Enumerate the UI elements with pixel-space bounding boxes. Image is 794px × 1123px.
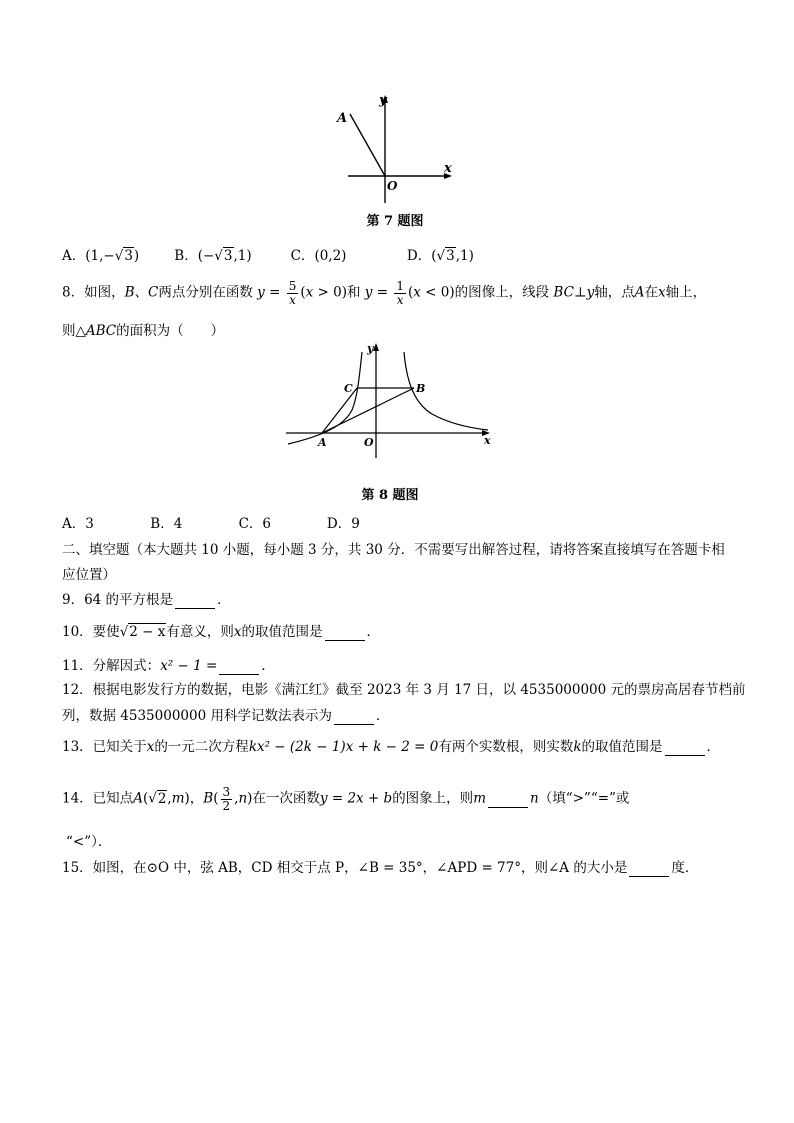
q7-options <box>62 244 474 264</box>
figure-7-caption: 第 7 题图 <box>366 214 424 229</box>
q7-option-b: B．(−√3,1) <box>174 248 252 264</box>
q10: 10．要使√2 − x有意义，则x的取值范围是 ． <box>62 624 381 640</box>
figure-8 <box>282 340 497 480</box>
fig7-label-y: y <box>379 93 387 108</box>
q9: 9．64 的平方根是 ． <box>62 592 231 608</box>
fig7-label-x: x <box>444 161 452 176</box>
q9-answer-blank[interactable] <box>175 592 215 609</box>
fig8-label-B: B <box>416 382 426 395</box>
q8-options <box>62 512 360 532</box>
q8-option-d: D．9 <box>326 516 360 532</box>
fig8-label-A: A <box>318 436 327 449</box>
fig8-label-x: x <box>484 434 491 447</box>
section-2-line-1: 二、填空题（本大题共 10 小题，每小题 3 分，共 30 分．不需要写出解答过程，请将答案直接填写在答题卡相 <box>62 542 725 558</box>
q15: 15．如图，在⊙O 中，弦 AB，CD 相交于点 P，∠B = 35°，∠APD = 77°，则∠A 的大小是 度． <box>62 860 699 876</box>
q14-line-1: 14．已知点A(√2,m)，B( $\frac{3}{2}$ ,n)在一次函数y = 2x + b的图象上，则m n（填“>”“=”或 <box>62 785 630 813</box>
fig7-label-A: A <box>337 111 348 126</box>
q14-answer-blank[interactable] <box>488 791 528 808</box>
q8-option-a: A．3 <box>62 516 94 532</box>
q7-option-a: A．(1,−√3) <box>62 248 140 264</box>
q8-line-1: 8．如图，B、C两点分别在函数 y = $\frac{5}{x}$ (x > 0)和 y = $\frac{1}{x}$ (x < 0)的图像上，线段 BC⊥y轴，点A在x轴上， <box>62 279 707 307</box>
q12-line-2: 列，数据 4535000000 用科学记数法表示为 ． <box>62 708 390 724</box>
q7-option-c: C．(0,2) <box>290 248 347 264</box>
fig7-segment-OA <box>350 114 385 176</box>
fig8-curve-left <box>288 352 362 444</box>
q10-answer-blank[interactable] <box>325 624 365 641</box>
q13: 13．已知关于x的一元二次方程kx² − (2k − 1)x + k − 2 = 0有两个实数根，则实数k的取值范围是 ． <box>62 739 721 755</box>
q11: 11．分解因式：x² − 1 = ． <box>62 658 275 674</box>
fig8-label-C: C <box>344 382 353 395</box>
figure-8-caption: 第 8 题图 <box>361 488 419 503</box>
q8-option-c: C．6 <box>238 516 272 532</box>
fig8-label-y: y <box>367 342 374 355</box>
q8-line-2: 则△ABC的面积为（ ） <box>62 323 225 339</box>
fig8-label-O: O <box>364 436 374 449</box>
q12-line-1: 12．根据电影发行方的数据，电影《满江红》截至 2023 年 3 月 17 日，以 4535000000 元的票房高居春节档前 <box>62 682 746 698</box>
q14-line-2: “<”）． <box>66 834 112 850</box>
section-2-line-2: 应位置） <box>62 567 116 583</box>
fraction-5-over-x: $\frac{5}{x}$ <box>288 279 297 307</box>
fig7-label-O: O <box>387 179 398 193</box>
q8-option-b: B．4 <box>150 516 183 532</box>
q7-option-d: D．(√3,1) <box>406 248 474 264</box>
fig8-y-arrow <box>373 343 379 351</box>
figure-7 <box>330 88 460 208</box>
fig8-segment-AB <box>322 388 414 433</box>
q11-answer-blank[interactable] <box>219 658 259 675</box>
fraction-3-over-2: $\frac{3}{2}$ <box>222 785 231 813</box>
fraction-1-over-x: $\frac{1}{x}$ <box>396 279 404 307</box>
q13-answer-blank[interactable] <box>665 739 705 756</box>
q12-answer-blank[interactable] <box>334 708 374 725</box>
q15-answer-blank[interactable] <box>629 860 669 877</box>
